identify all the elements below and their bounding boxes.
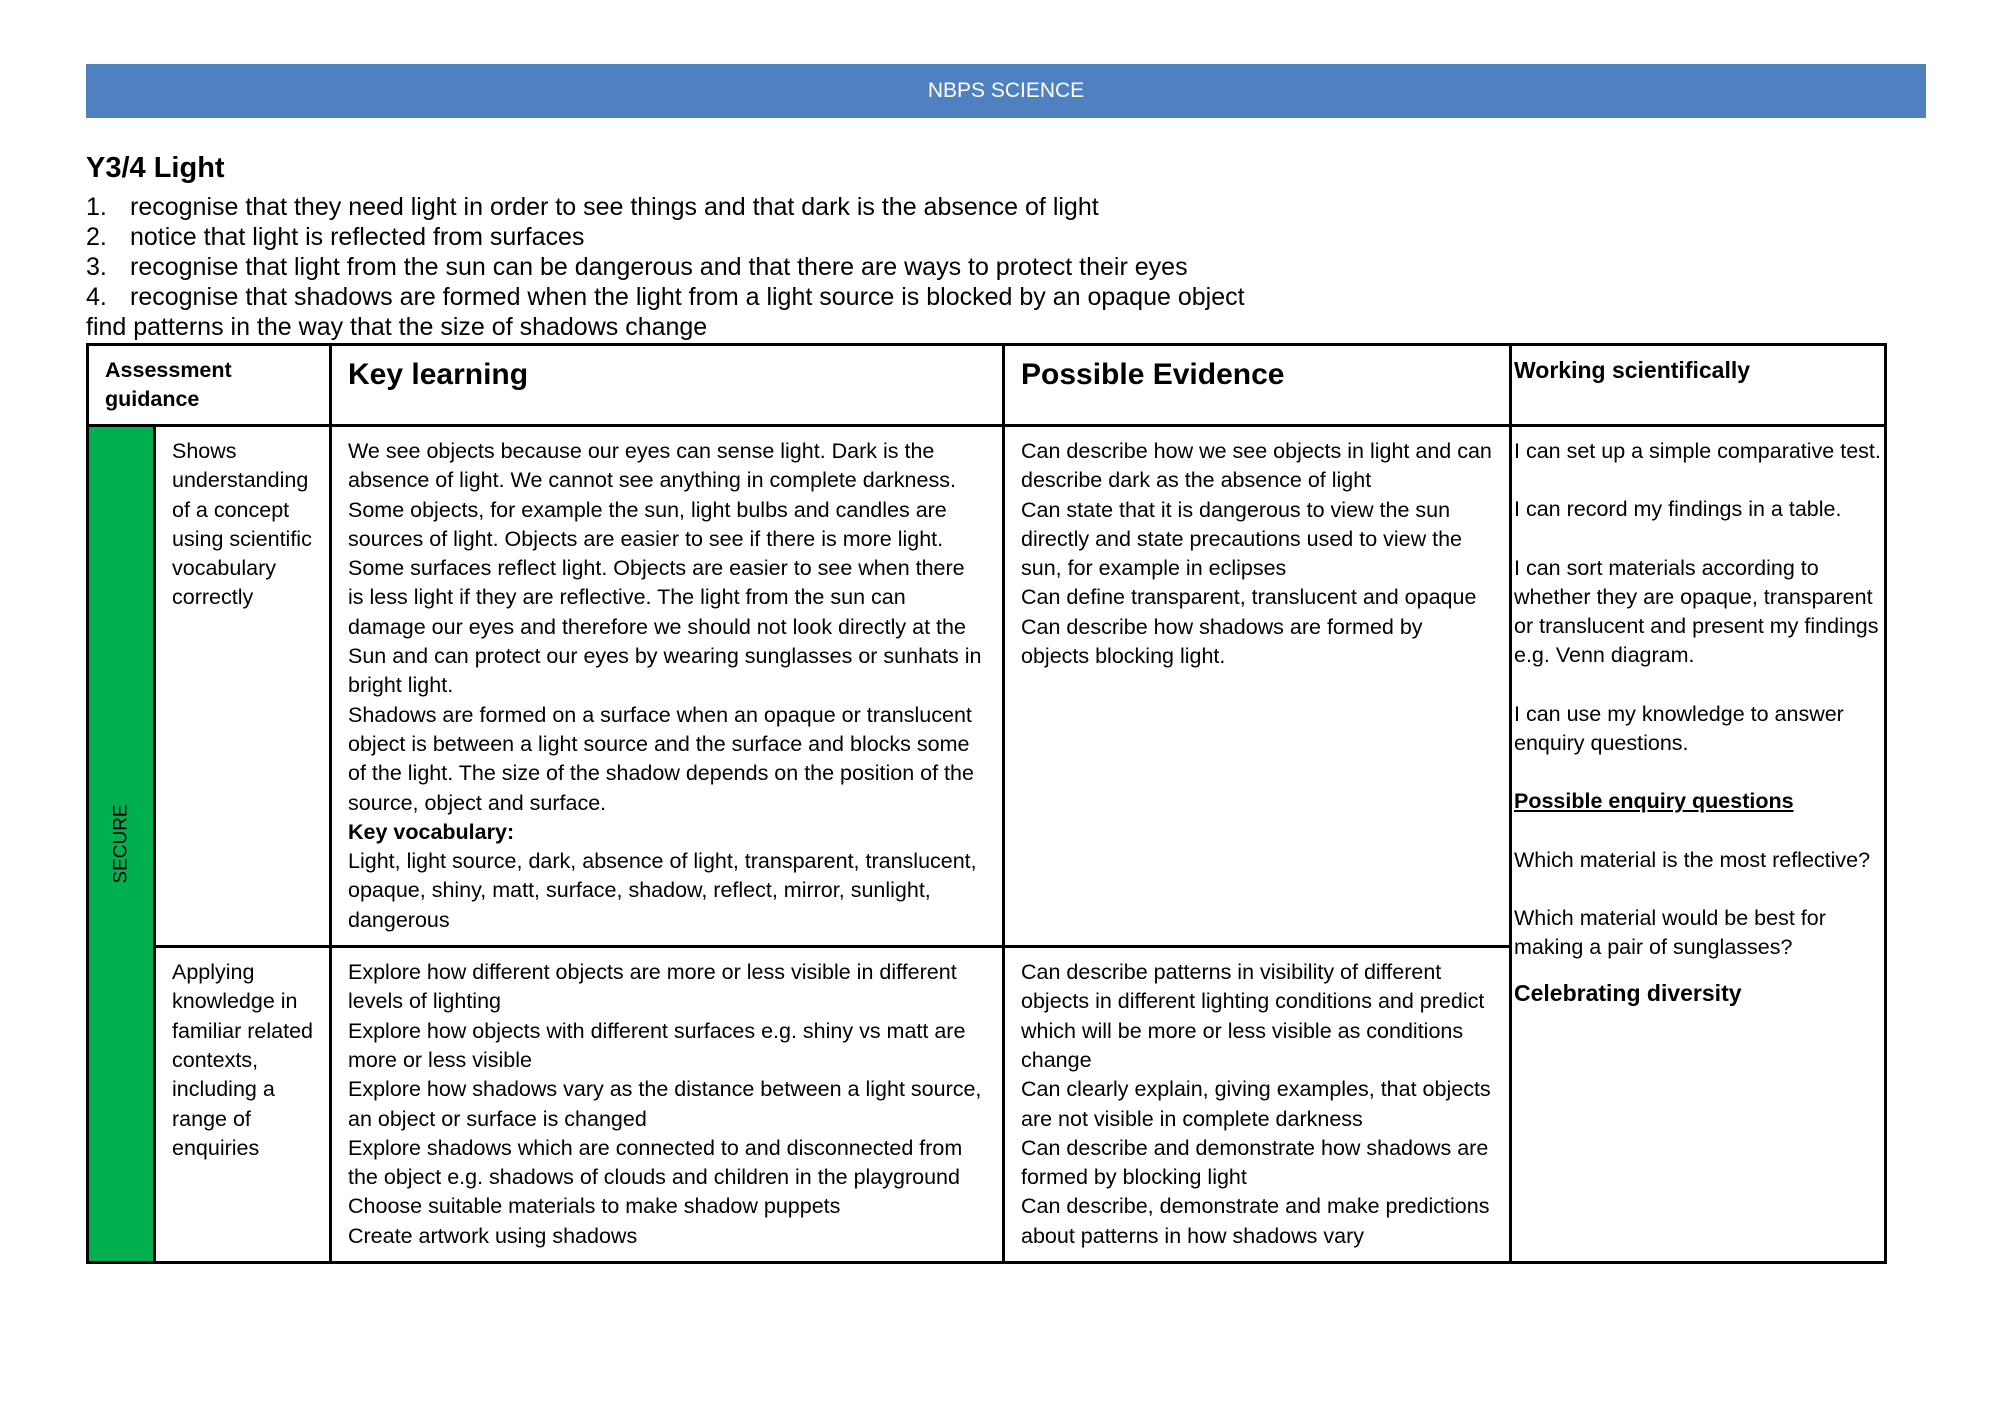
key-learning-text: Shadows are formed on a surface when an opaque or translucent object is between a light source and the surface and blocks some of the light. The size of the shadow depends on the position of the source, object and surface. xyxy=(348,702,974,815)
key-learning-text: Choose suitable materials to make shadow puppets xyxy=(348,1194,841,1219)
guidance-cell: Applying knowledge in familiar related contexts, including a range of enquiries xyxy=(155,947,331,1263)
evidence-item: Can describe and demonstrate how shadows are formed by blocking light xyxy=(1021,1135,1489,1190)
evidence-cell xyxy=(1004,426,1511,947)
key-learning-text: Explore how objects with different surfaces e.g. shiny vs matt are more or less visible xyxy=(348,1018,966,1072)
objective-number: 2. xyxy=(86,223,107,251)
evidence-cell xyxy=(1004,947,1511,1263)
celebrating-diversity: Celebrating diversity xyxy=(1514,979,1742,1006)
header-working-scientifically: Working scientifically xyxy=(1511,345,1886,426)
objective-item xyxy=(86,282,1245,312)
header-banner: NBPS SCIENCE xyxy=(86,64,1926,118)
key-learning-text: Explore how different objects are more or less visible in different levels of lighting xyxy=(348,960,957,1014)
key-learning-text: Create artwork using shadows xyxy=(348,1223,638,1248)
ws-statement: I can set up a simple comparative test. xyxy=(1514,439,1881,463)
enquiry-question: Which material would be best for making a pair of sunglasses? xyxy=(1514,905,1826,960)
evidence-item: Can describe patterns in visibility of different objects in different lighting conditions and predict which will be more or less visible as conditions change xyxy=(1021,960,1485,1072)
enquiry-question: Which material is the most reflective? xyxy=(1514,847,1871,872)
working-scientifically-cell xyxy=(1511,426,1886,1263)
objective-text: recognise that light from the sun can be dangerous and that there are ways to protect their eyes xyxy=(130,253,1188,281)
key-learning-cell xyxy=(331,947,1004,1263)
header-possible-evidence: Possible Evidence xyxy=(1004,345,1511,426)
objective-item xyxy=(86,252,1245,282)
header-key-learning: Key learning xyxy=(331,345,1004,426)
key-learning-cell xyxy=(331,426,1004,947)
enquiry-title: Possible enquiry questions xyxy=(1514,789,1794,814)
objective-number: 3. xyxy=(86,253,107,281)
ws-statement: I can sort materials according to whether they are opaque, transparent or translucent and present my findings e.g. Venn diagram. xyxy=(1514,555,1879,668)
objective-text: recognise that shadows are formed when the light from a light source is blocked by an opaque object xyxy=(130,283,1245,311)
evidence-item: Can define transparent, translucent and opaque xyxy=(1021,585,1477,610)
evidence-item: Can describe how we see objects in light and can describe dark as the absence of light xyxy=(1021,439,1492,493)
header-assessment-guidance: Assessment guidance xyxy=(88,345,331,426)
guidance-cell: Shows understanding of a concept using scientific vocabulary correctly xyxy=(155,426,331,947)
vocab-list: Light, light source, dark, absence of light, transparent, translucent, opaque, shiny, matt, surface, shadow, reflect, mirror, sunlight, dangerous xyxy=(348,849,977,932)
objectives-list xyxy=(86,192,1245,342)
evidence-item: Can state that it is dangerous to view the sun directly and state precautions used to view the sun, for example in eclipses xyxy=(1021,497,1463,581)
secure-label: SECURE xyxy=(110,804,132,884)
table-header-row xyxy=(88,345,1886,426)
vocab-title: Key vocabulary: xyxy=(348,819,515,844)
objective-item xyxy=(86,222,1245,252)
key-learning-text: We see objects because our eyes can sense light. Dark is the absence of light. We cannot see anything in complete darkness. Some objects, for example the sun, light bulbs and candles are sources of light. Objects are easier to see if there is more light. Some surfaces reflect light. Objects are easier to see when there is less light if they are reflective. The light from the sun can damage our eyes and therefore we should not look directly at the Sun and can protect our eyes by wearing sunglasses or sunhats in bright light. xyxy=(348,439,982,698)
assessment-table xyxy=(86,343,1887,1264)
ws-statement: I can record my findings in a table. xyxy=(1514,497,1842,522)
extra-objective: find patterns in the way that the size of shadows change xyxy=(86,313,708,341)
key-learning-text: Explore how shadows vary as the distance between a light source, an object or surface is changed xyxy=(348,1077,982,1131)
evidence-item: Can describe how shadows are formed by objects blocking light. xyxy=(1021,614,1423,669)
evidence-item: Can describe, demonstrate and make predictions about patterns in how shadows vary xyxy=(1021,1194,1490,1248)
key-learning-text: Explore shadows which are connected to and disconnected from the object e.g. shadows of clouds and children in the playground xyxy=(348,1135,963,1190)
objective-item xyxy=(86,192,1245,222)
secure-band xyxy=(88,426,155,1263)
ws-statement: I can use my knowledge to answer enquiry questions. xyxy=(1514,701,1844,756)
table-row xyxy=(88,426,1886,947)
page-title: Y3/4 Light xyxy=(86,152,225,184)
evidence-item: Can clearly explain, giving examples, that objects are not visible in complete darkness xyxy=(1021,1077,1491,1131)
objective-number: 4. xyxy=(86,283,107,311)
objective-number: 1. xyxy=(86,193,107,221)
objective-text: notice that light is reflected from surfaces xyxy=(130,223,585,251)
objective-text: recognise that they need light in order to see things and that dark is the absence of light xyxy=(130,193,1099,221)
